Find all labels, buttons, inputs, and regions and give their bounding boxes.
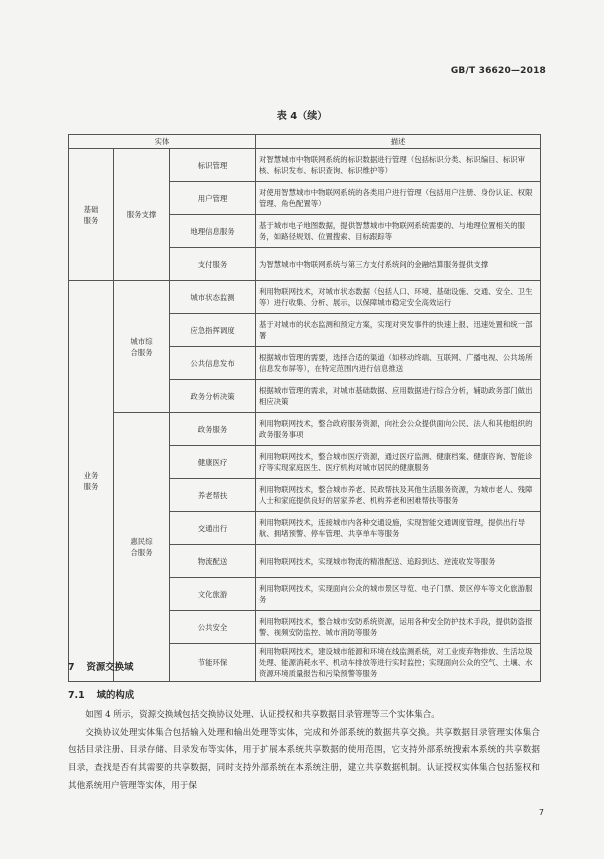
description-cell: 对智慧城市中物联网系统的标识数据进行管理（包括标识分类、标识编目、标识审核、标识发布、标识查询、标识维护等） <box>256 149 541 182</box>
table-row <box>69 281 541 314</box>
subsection-title: 域的构成 <box>96 690 135 701</box>
description-cell: 利用物联网技术，连接城市内各种交通设施，实现智能交通调度管理，提供出行导航、拥堵预警、停车管理、共享单车等服务 <box>256 512 541 545</box>
entity-cell: 标识管理 <box>170 149 256 182</box>
table-row <box>69 413 541 446</box>
description-cell: 为智慧城市中物联网系统与第三方支付系统间的金融结算服务提供支撑 <box>256 248 541 281</box>
entity-cell: 地理信息服务 <box>170 215 256 248</box>
description-cell: 利用物联网技术，建设城市能源和环境在线监测系统，对工业废弃物排放、生活垃圾处理、能源消耗水平、机动车排放等进行实时监控；实现面向公众的空气、土壤、水资源环境质量报告和污染预警等服务 <box>256 644 541 682</box>
subcategory-cell: 惠民综 合服务 <box>114 413 170 682</box>
standard-code: GB/T 36620—2018 <box>450 66 546 76</box>
table-header-row <box>69 135 541 149</box>
subsection-number: 7.1 <box>68 690 85 701</box>
entity-cell: 政务分析决策 <box>170 380 256 413</box>
description-cell: 利用物联网技术，整合政府服务资源，向社会公众提供面向公民、法人和其他组织的政务服务事项 <box>256 413 541 446</box>
description-cell: 对使用智慧城市中物联网系统的各类用户进行管理（包括用户注册、身份认证、权限管理、角色配置等） <box>256 182 541 215</box>
entity-cell: 用户管理 <box>170 182 256 215</box>
section-number: 7 <box>68 662 75 673</box>
description-cell: 根据城市管理的需求，对城市基础数据、应用数据进行综合分析，辅助政务部门做出相应决策 <box>256 380 541 413</box>
entity-cell: 应急指挥调度 <box>170 314 256 347</box>
section-heading <box>68 659 133 673</box>
entity-cell: 节能环保 <box>170 644 256 682</box>
entity-cell: 公共信息发布 <box>170 347 256 380</box>
entity-description-table <box>68 134 541 682</box>
subsection-heading <box>68 687 134 701</box>
description-cell: 利用物联网技术，整合城市安防系统资源，运用各种安全防护技术手段，提供防盗报警、视频安防监控、城市消防等服务 <box>256 611 541 644</box>
entity-column-header: 实体 <box>69 135 256 149</box>
table-row <box>69 149 541 182</box>
description-cell: 根据城市管理的需要，选择合适的渠道（如移动终端、互联网、广播电视、公共场所信息发布屏等），在特定范围内进行信息推送 <box>256 347 541 380</box>
subcategory-cell: 服务支撑 <box>114 149 170 281</box>
entity-cell: 养老帮扶 <box>170 479 256 512</box>
entity-cell: 健康医疗 <box>170 446 256 479</box>
entity-cell: 交通出行 <box>170 512 256 545</box>
description-cell: 利用物联网技术，实现城市物流的精准配送、追踪到达、逆流收发等服务 <box>256 545 541 578</box>
description-cell: 利用物联网技术，整合城市医疗资源，通过医疗监测、健康档案、健康咨询、智能诊疗等实现家庭医生、医疗机构对城市居民的健康服务 <box>256 446 541 479</box>
description-cell: 利用物联网技术，实现面向公众的城市景区导览、电子门票、景区停车等文化旅游服务 <box>256 578 541 611</box>
entity-cell: 公共安全 <box>170 611 256 644</box>
entity-cell: 政务服务 <box>170 413 256 446</box>
entity-cell: 物流配送 <box>170 545 256 578</box>
table-caption: 表 4（续） <box>276 111 328 122</box>
page-number: 7 <box>538 808 544 817</box>
description-column-header: 描述 <box>256 135 541 149</box>
description-cell: 利用物联网技术，整合城市养老、民政帮扶及其他生活服务资源，为城市老人、残障人士和家庭提供良好的居家养老、机构养老和困难帮扶等服务 <box>256 479 541 512</box>
body-paragraph: 如图 4 所示，资源交换域包括交换协议处理、认证授权和共享数据目录管理等三个实体集合。 <box>85 710 440 720</box>
entity-cell: 城市状态监测 <box>170 281 256 314</box>
section-body <box>68 707 540 796</box>
category-cell: 基础 服务 <box>69 149 114 281</box>
subcategory-cell: 城市综 合服务 <box>114 281 170 413</box>
description-cell: 基于城市电子地图数据，提供智慧城市中物联网系统需要的、与地理位置相关的服务，如路径规划、位置搜索、目标跟踪等 <box>256 215 541 248</box>
body-paragraph: 交换协议处理实体集合包括输入处理和输出处理等实体，完成和外部系统的数据共享交换。共享数据目录管理实体集合包括目录注册、目录存储、目录发布等实体，用于扩展本系统共享数据的使用范围，它支持外部系统搜索本系统的共享数据目录，查找是否有其需要的共享数据，同时支持外部系统在本系统注册，建立共享数据机制。认证授权实体集合包括鉴权和其他系统用户管理等实体，用于保 <box>68 727 540 791</box>
section-title: 资源交换域 <box>86 662 134 673</box>
entity-cell: 文化旅游 <box>170 578 256 611</box>
category-cell: 业务 服务 <box>69 281 114 682</box>
description-cell: 利用物联网技术，对城市状态数据（包括人口、环境、基础设施、交通、安全、卫生等）进行收集、分析、展示，以保障城市稳定安全高效运行 <box>256 281 541 314</box>
entity-cell: 支付服务 <box>170 248 256 281</box>
description-cell: 基于对城市的状态监测和预定方案，实现对突发事件的快速上报、迅速处置和统一部署 <box>256 314 541 347</box>
